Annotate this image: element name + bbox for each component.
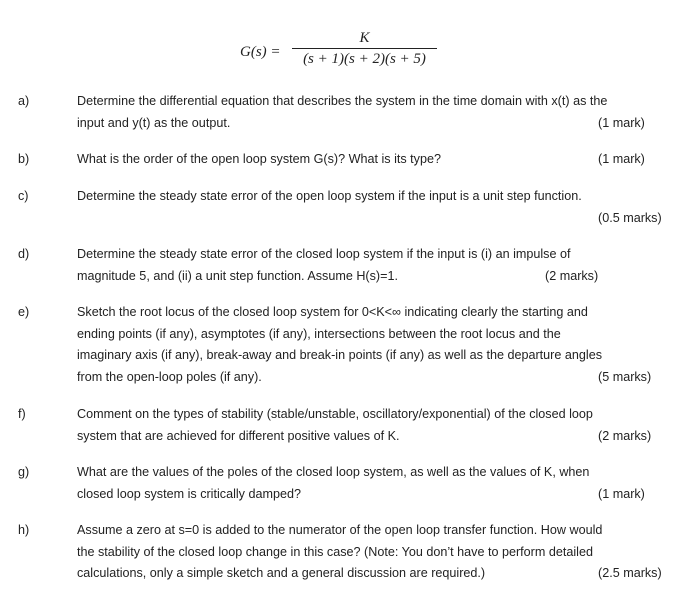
question-letter: d)	[18, 247, 30, 261]
question-body	[77, 186, 682, 229]
question-marks: (2.5 marks)	[598, 566, 662, 580]
question-letter: c)	[18, 189, 29, 203]
question-marks: (0.5 marks)	[598, 210, 662, 225]
question-letter: f)	[18, 407, 26, 421]
question-line	[77, 563, 682, 585]
question-letter: h)	[18, 523, 30, 537]
question-body	[77, 91, 682, 134]
question-body	[77, 404, 682, 447]
question-body	[77, 520, 682, 585]
question-body	[77, 244, 682, 287]
question-marks: (2 marks)	[598, 428, 652, 443]
question-letter: e)	[18, 305, 30, 319]
question-line: imaginary axis (if any), break-away and break-in points (if any) as well as the departure angles	[77, 348, 602, 362]
question-line: Comment on the types of stability (stable/unstable, oscillatory/exponential) of the closed loop	[77, 407, 593, 421]
equation-lhs: G(s) =	[240, 44, 281, 60]
question-line-text: magnitude 5, and (ii) a unit step function. Assume H(s)=1.	[77, 268, 398, 283]
equation-fraction	[292, 30, 437, 67]
question-line-text: What is the order of the open loop system G(s)? What is its type?	[77, 152, 441, 166]
question-line: What are the values of the poles of the closed loop system, as well as the values of K, when	[77, 465, 590, 479]
question-line-text: calculations, only a simple sketch and a general discussion are required.)	[77, 566, 486, 580]
question-body	[77, 462, 682, 505]
question-line-text: closed loop system is critically damped?	[77, 486, 301, 501]
question-line	[77, 266, 682, 288]
question-line: Determine the steady state error of the open loop system if the input is a unit step function.	[77, 189, 582, 203]
question-line: the stability of the closed loop change in this case? (Note: You don’t have to perform detailed	[77, 544, 593, 559]
question-line-text: from the open-loop poles (if any).	[77, 369, 262, 384]
question-line	[77, 149, 682, 171]
question-line: Determine the steady state error of the closed loop system if the input is (i) an impulse of	[77, 247, 571, 261]
question-line	[77, 484, 682, 506]
question-marks: (1 mark)	[598, 486, 645, 501]
equation-denominator: (s + 1)(s + 2)(s + 5)	[303, 51, 426, 67]
question-line: Sketch the root locus of the closed loop system for 0<K<∞ indicating clearly the starting and	[77, 305, 588, 319]
question-line-text: input and y(t) as the output.	[77, 115, 231, 130]
question-line	[77, 426, 682, 448]
question-marks: (1 mark)	[598, 152, 645, 166]
question-marks: (1 mark)	[598, 115, 645, 130]
question-letter: a)	[18, 94, 30, 108]
question-body	[77, 149, 682, 171]
question-body	[77, 302, 682, 388]
question-line-text: system that are achieved for different positive values of K.	[77, 428, 400, 443]
question-line	[77, 367, 682, 389]
question-marks: (5 marks)	[598, 369, 652, 384]
question-line: Assume a zero at s=0 is added to the numerator of the open loop transfer function. How would	[77, 523, 603, 537]
question-letter: b)	[18, 152, 30, 166]
question-letter: g)	[18, 465, 30, 479]
question-line	[77, 208, 682, 230]
question-line	[77, 113, 682, 135]
fraction-bar	[292, 48, 437, 49]
equation-numerator: K	[359, 30, 370, 46]
question-line: ending points (if any), asymptotes (if any), intersections between the root locus and the	[77, 326, 561, 341]
question-marks: (2 marks)	[545, 268, 599, 283]
question-line: Determine the differential equation that describes the system in the time domain with x(t) as the	[77, 94, 608, 108]
